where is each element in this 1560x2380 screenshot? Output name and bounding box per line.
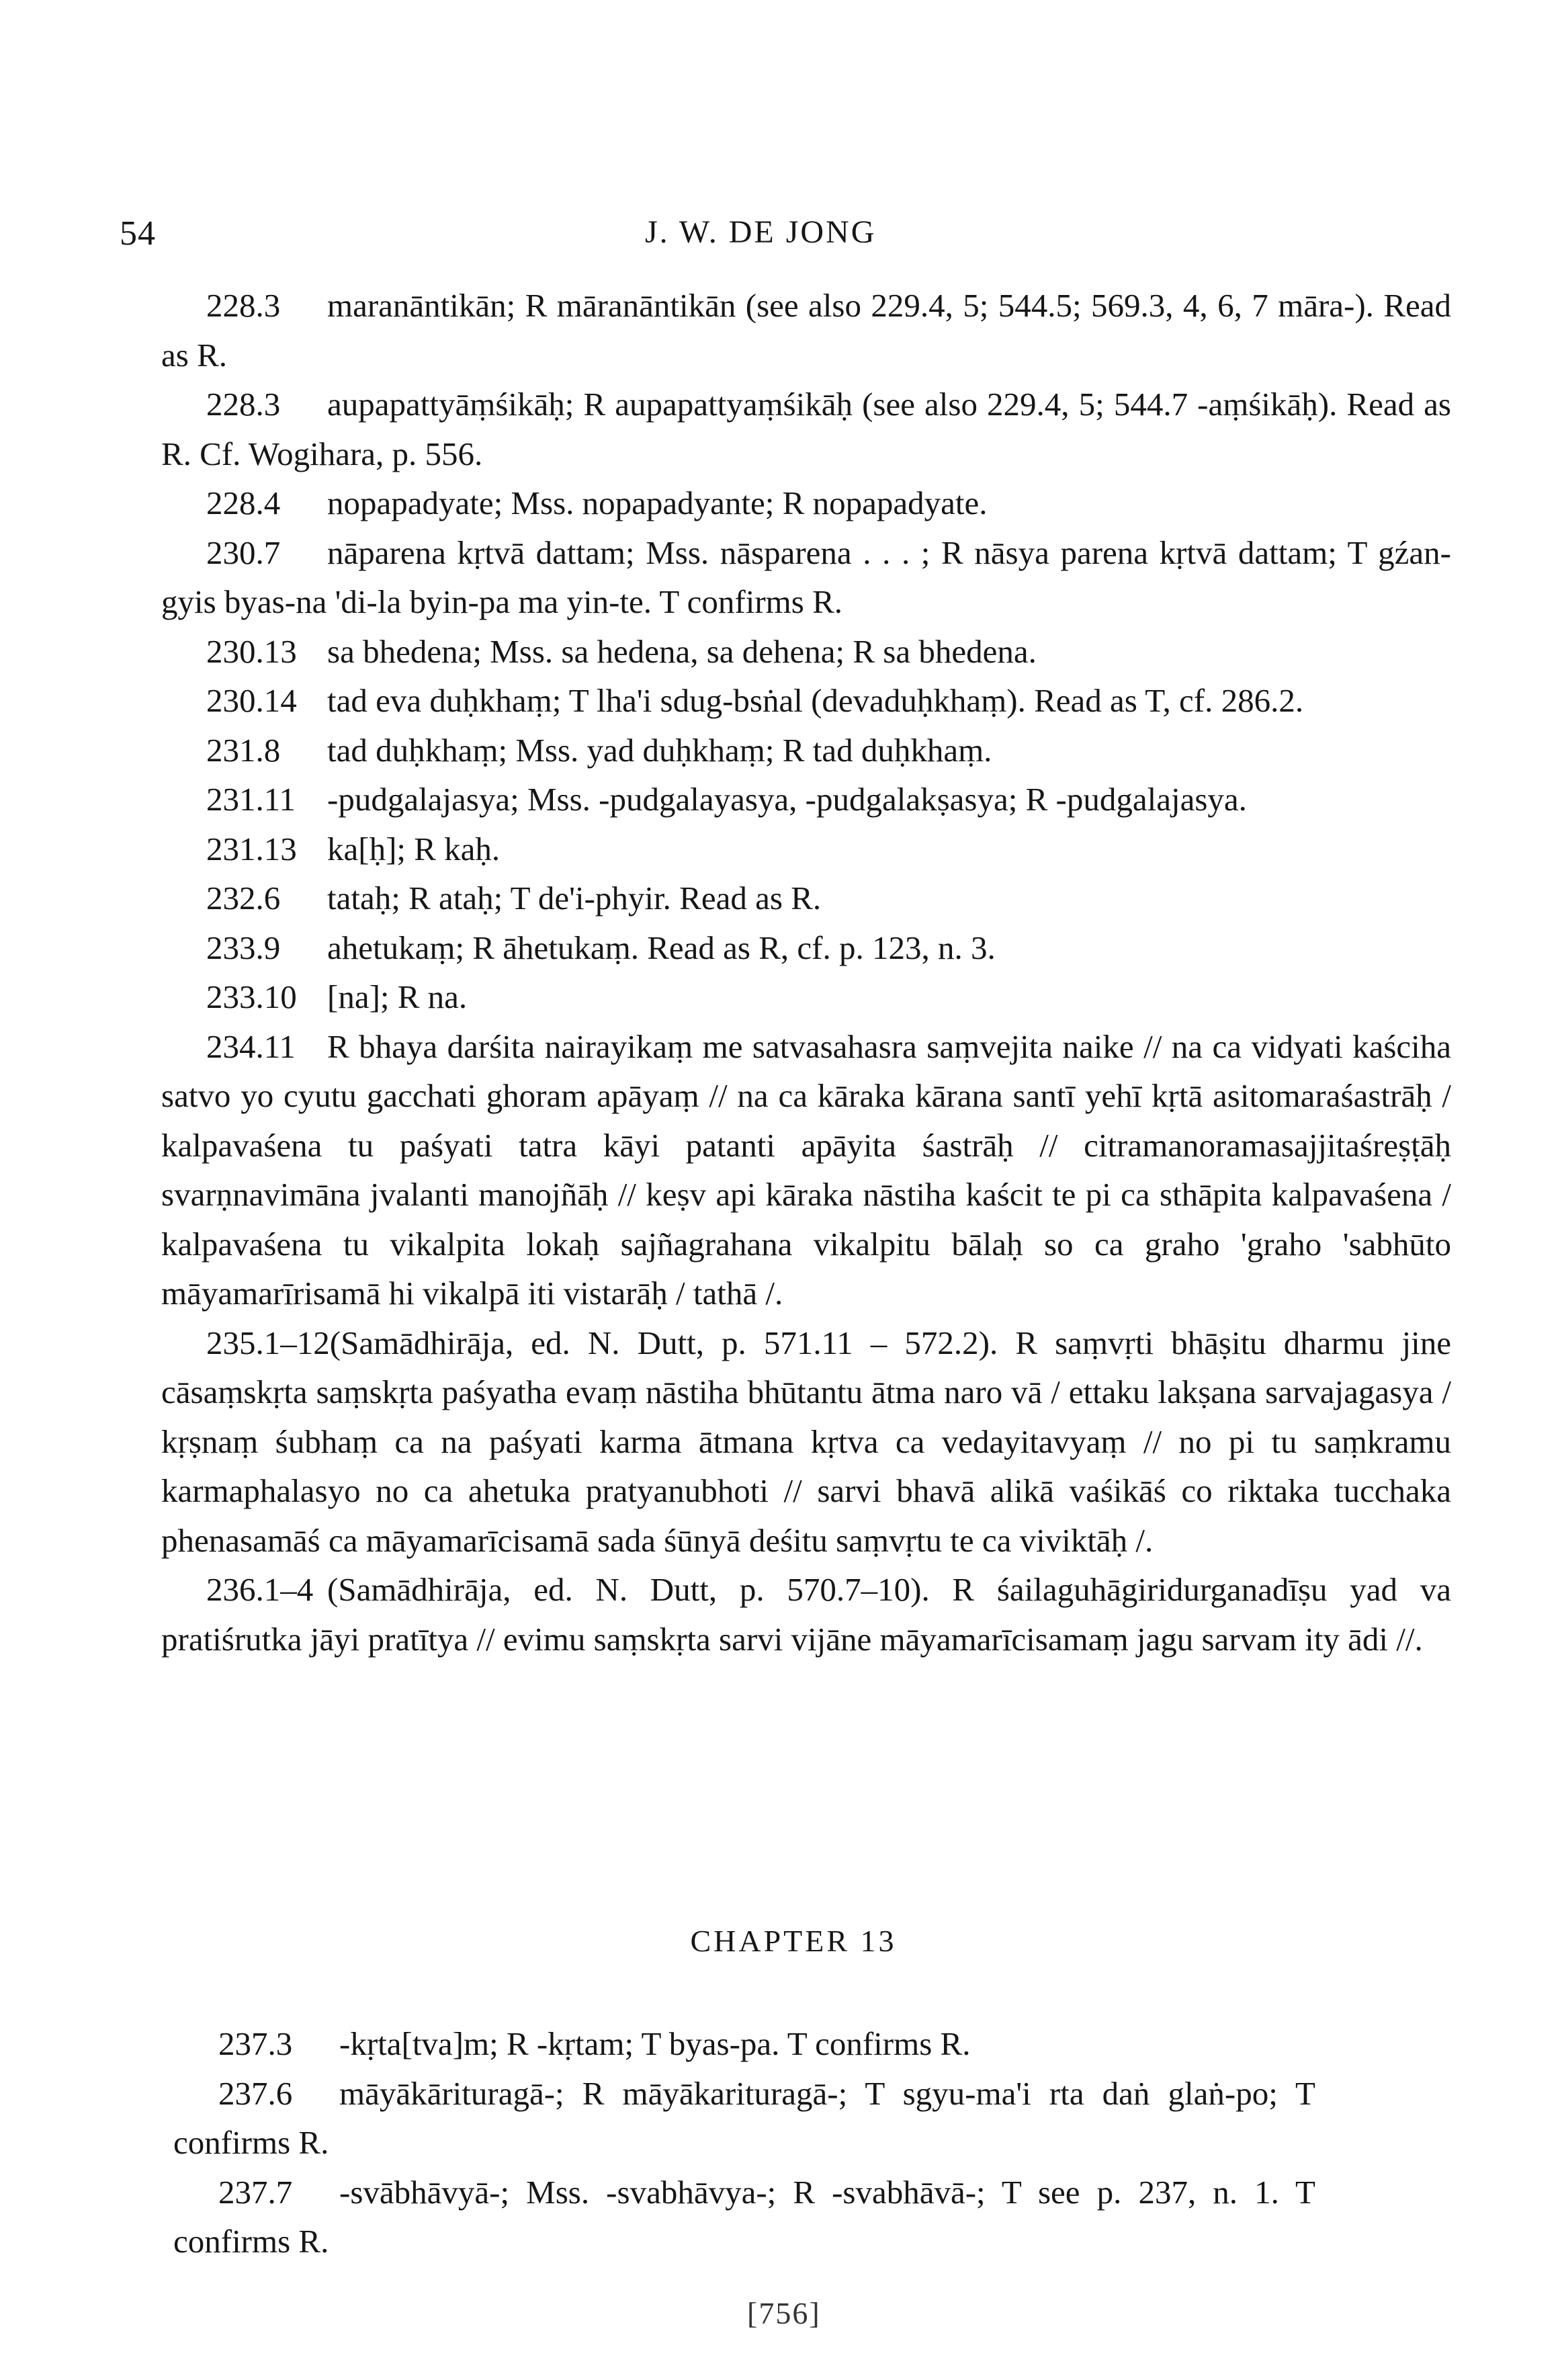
note-text: tataḥ; R ataḥ; T de'i-phyir. Read as R.: [327, 880, 822, 917]
note-entry: [161, 478, 1451, 528]
note-ref: 236.1–4: [206, 1571, 314, 1608]
note-text: -kṛta[tva]m; R -kṛtam; T byas-pa. T confirms R.: [339, 2025, 971, 2062]
note-text: ahetukaṃ; R āhetukaṃ. Read as R, cf. p. 123, n. 3.: [327, 929, 996, 966]
note-entry: [161, 1318, 1451, 1566]
note-entry: [161, 676, 1451, 726]
running-head-author: J. W. DE JONG: [645, 214, 877, 250]
note-text: aupapattyāṃśikāḥ; R aupapattyaṃśikāḥ (see also 229.4, 5; 544.7 -aṃśikāḥ). Read as R. Cf. Wogihara, p. 556.: [161, 386, 1451, 472]
note-ref: 230.14: [206, 682, 297, 719]
note-text: ka[ḥ]; R kaḥ.: [327, 830, 501, 867]
note-text: nopapadyate; Mss. nopapadyante; R nopapadyate.: [327, 484, 988, 521]
note-ref: 228.4: [206, 484, 281, 521]
note-ref: 228.3: [206, 287, 281, 324]
note-entry: [161, 874, 1451, 923]
note-ref: 230.7: [206, 534, 281, 571]
note-text: tad duḥkhaṃ; Mss. yad duḥkhaṃ; R tad duḥkhaṃ.: [327, 731, 992, 769]
note-text: R bhaya darśita nairayikaṃ me satvasahasra saṃvejita naike // na ca vidyati kaściha satvo yo cyutu gacchati ghoram apāyaṃ // na ca kāraka kārana santī yehī kṛtā asitomaraśastrāḥ / kalpavaśena tu paśyati tatra kāyi patanti apāyita śastrāḥ // citramanoramasajjitaśreṣṭāḥ svarṇnavimāna jvalanti manojñāḥ // keṣv api kāraka nāstiha kaścit te pi ca sthāpita kalpavaśena / kalpavaśena tu vikalpita lokaḥ sajñagrahana vikalpitu bālaḥ so ca graho 'graho 'sabhūto māyamarīrisamā hi vikalpā iti vistarāḥ / tathā /.: [161, 1027, 1451, 1312]
note-entry: [161, 281, 1451, 380]
note-entry: [161, 972, 1451, 1022]
note-text: tad eva duḥkhaṃ; T lha'i sdug-bsṅal (devaduḥkhaṃ). Read as T, cf. 286.2.: [327, 682, 1304, 719]
note-ref: 230.13: [206, 632, 297, 670]
note-text: nāparena kṛtvā dattam; Mss. nāsparena . . . ; R nāsya parena kṛtvā dattam; T gźan-gyis byas-na 'di-la byin-pa ma yin-te. T confirms R.: [161, 534, 1451, 620]
note-ref: 231.8: [206, 731, 281, 769]
note-ref: 237.3: [218, 2025, 293, 2062]
note-entry: [173, 2069, 1315, 2168]
note-text: (Samādhirāja, ed. N. Dutt, p. 570.7–10). R śailaguhāgiridurganadīṣu yad va pratiśrutka jāyi pratītya // evimu saṃskṛta sarvi vijāne māyamarīcisamaṃ jagu sarvam ity ādi //.: [161, 1571, 1451, 1658]
note-ref: 233.9: [206, 929, 281, 966]
note-entry: [161, 528, 1451, 627]
note-text: (Samādhirāja, ed. N. Dutt, p. 571.11 – 572.2). R saṃvṛti bhāṣitu dharmu jine cāsaṃskṛta saṃskṛta paśyatha evaṃ nāstiha bhūtantu ātma naro vā / ettaku lakṣana sarvajagasya / kṛṣnaṃ śubhaṃ ca na paśyati karma ātmana kṛtva ca vedayitavyaṃ // no pi tu saṃkramu karmaphalasyo no ca ahetuka pratyanubhoti // sarvi bhavā alikā vaśikāś co riktaka tucchaka phenasamāś ca māyamarīcisamā sada śūnyā deśitu saṃvṛtu te ca viviktāḥ /.: [161, 1324, 1451, 1559]
note-entry: [173, 2019, 1315, 2069]
note-ref: 231.13: [206, 830, 297, 867]
note-text: maranāntikān; R māranāntikān (see also 229.4, 5; 544.5; 569.3, 4, 6, 7 māra-). Read as R.: [161, 287, 1451, 374]
note-ref: 234.11: [206, 1027, 296, 1065]
note-ref: 233.10: [206, 978, 297, 1015]
note-ref: 228.3: [206, 386, 281, 423]
note-ref: 237.7: [218, 2173, 293, 2211]
note-ref: 235.1–12: [206, 1324, 330, 1361]
note-text: [na]; R na.: [327, 978, 468, 1015]
note-entry: [161, 824, 1451, 874]
note-entry: [161, 775, 1451, 824]
note-entry: [161, 380, 1451, 478]
note-entry: [161, 726, 1451, 775]
note-text: -svābhāvyā-; Mss. -svabhāvya-; R -svabhāvā-; T see p. 237, n. 1. T confirms R.: [173, 2173, 1315, 2260]
folio-number: [756]: [747, 2296, 821, 2330]
chapter-notes-list: [173, 2019, 1315, 2266]
note-entry: [161, 627, 1451, 677]
note-ref: 232.6: [206, 880, 281, 917]
page-number: 54: [120, 214, 156, 253]
note-entry: [161, 1022, 1451, 1318]
note-text: māyākārituragā-; R māyākarituragā-; T sgyu-ma'i rta daṅ glaṅ-po; T confirms R.: [173, 2074, 1315, 2161]
chapter-heading: CHAPTER 13: [690, 1924, 897, 1958]
note-entry: [161, 1565, 1451, 1664]
note-entry: [161, 923, 1451, 973]
note-text: -pudgalajasya; Mss. -pudgalayasya, -pudgalakṣasya; R -pudgalajasya.: [327, 781, 1247, 818]
notes-list: [161, 281, 1451, 1664]
note-text: sa bhedena; Mss. sa hedena, sa dehena; R sa bhedena.: [327, 632, 1037, 670]
note-ref: 237.6: [218, 2074, 293, 2112]
note-entry: [173, 2168, 1315, 2266]
note-ref: 231.11: [206, 781, 296, 818]
